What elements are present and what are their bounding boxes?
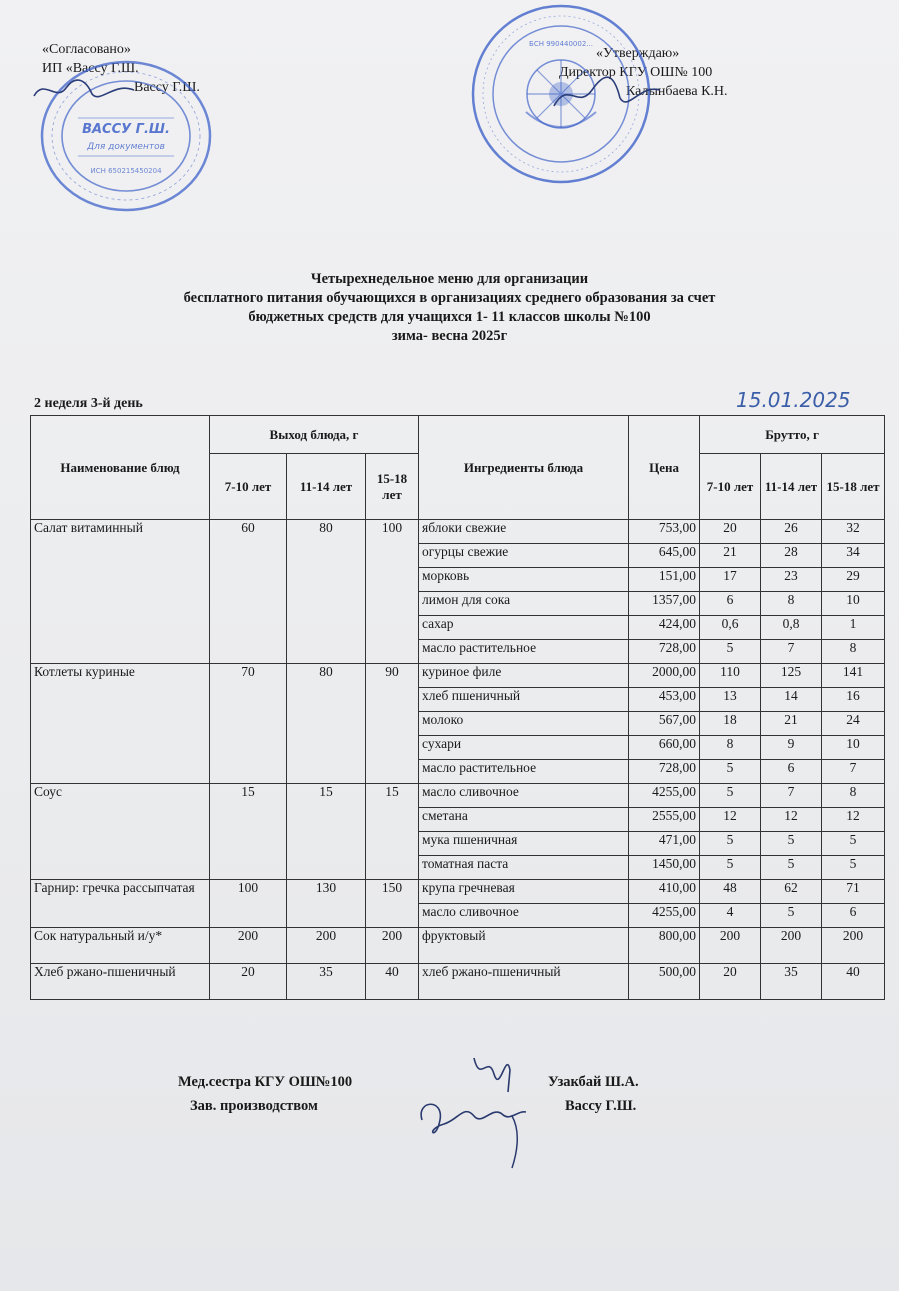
ingredient-brutto-age2: 21: [761, 712, 822, 736]
ingredient-brutto-age3: 1: [822, 616, 885, 640]
ingredient-price: 800,00: [629, 928, 700, 964]
handwritten-date: 15.01.2025: [736, 388, 851, 412]
ingredient-price: 1450,00: [629, 856, 700, 880]
ingredient-brutto-age3: 8: [822, 640, 885, 664]
ingredient-brutto-age2: 35: [761, 964, 822, 1000]
document-title: [0, 270, 899, 346]
ingredient-brutto-age2: 7: [761, 784, 822, 808]
ingredient-price: 753,00: [629, 520, 700, 544]
header-dish: Наименование блюд: [31, 416, 210, 520]
ingredient-brutto-age2: 12: [761, 808, 822, 832]
ingredient-name: морковь: [419, 568, 629, 592]
ingredient-name: огурцы свежие: [419, 544, 629, 568]
ingredient-name: сахар: [419, 616, 629, 640]
footer-manager-name: Вассу Г.Ш.: [565, 1098, 637, 1114]
ingredient-brutto-age3: 10: [822, 592, 885, 616]
ingredient-brutto-age1: 17: [700, 568, 761, 592]
ingredient-brutto-age2: 6: [761, 760, 822, 784]
ingredient-brutto-age1: 12: [700, 808, 761, 832]
ingredient-brutto-age1: 200: [700, 928, 761, 964]
ingredient-brutto-age1: 8: [700, 736, 761, 760]
ingredient-brutto-age3: 24: [822, 712, 885, 736]
ingredient-brutto-age3: 34: [822, 544, 885, 568]
header-brutto-age1: 7-10 лет: [700, 454, 761, 520]
ingredient-name: масло сливочное: [419, 904, 629, 928]
ingredient-brutto-age3: 6: [822, 904, 885, 928]
approval-left-line3: Вассу Г.Ш.: [134, 80, 200, 95]
title-line3: бюджетных средств для учащихся 1- 11 классов школы №100: [248, 309, 651, 325]
ingredient-price: 2000,00: [629, 664, 700, 688]
ingredient-brutto-age1: 13: [700, 688, 761, 712]
header-ingredients: Ингредиенты блюда: [419, 416, 629, 520]
header-brutto: Брутто, г: [700, 416, 885, 454]
dish-yield-age3: 100: [366, 520, 419, 664]
title-line4: зима- весна 2025г: [391, 328, 508, 344]
ingredient-price: 4255,00: [629, 904, 700, 928]
table-row: [31, 928, 885, 964]
table-row: [31, 784, 885, 808]
stamp-left-number: ИСН 650215450204: [90, 167, 162, 175]
ingredient-brutto-age1: 6: [700, 592, 761, 616]
approval-right-line2: Директор КГУ ОШ№ 100: [559, 65, 713, 80]
ingredient-price: 151,00: [629, 568, 700, 592]
ingredient-brutto-age3: 7: [822, 760, 885, 784]
signature-nurse-icon: [466, 1044, 526, 1096]
dish-yield-age3: 90: [366, 664, 419, 784]
ingredient-brutto-age2: 125: [761, 664, 822, 688]
ingredient-name: масло растительное: [419, 640, 629, 664]
dish-yield-age2: 130: [287, 880, 366, 928]
ingredient-brutto-age1: 21: [700, 544, 761, 568]
ingredient-brutto-age3: 10: [822, 736, 885, 760]
title-line2: бесплатного питания обучающихся в организациях среднего образования за счет: [183, 290, 716, 306]
signature-manager-icon: [414, 1090, 544, 1174]
dish-yield-age2: 35: [287, 964, 366, 1000]
dish-yield-age3: 150: [366, 880, 419, 928]
dish-yield-age3: 40: [366, 964, 419, 1000]
header-price: Цена: [629, 416, 700, 520]
ingredient-brutto-age3: 40: [822, 964, 885, 1000]
ingredient-brutto-age2: 26: [761, 520, 822, 544]
dish-yield-age1: 15: [210, 784, 287, 880]
footer-nurse-name: Узакбай Ш.А.: [548, 1074, 639, 1090]
ingredient-brutto-age2: 5: [761, 832, 822, 856]
approval-right-line1: «Утверждаю»: [596, 46, 680, 61]
ingredient-brutto-age3: 8: [822, 784, 885, 808]
ingredient-price: 567,00: [629, 712, 700, 736]
stamp-left-name: ВАССУ Г.Ш.: [82, 122, 170, 137]
dish-yield-age2: 80: [287, 664, 366, 784]
approval-left-line2: ИП «Вассу Г.Ш.: [42, 61, 139, 76]
dish-yield-age1: 20: [210, 964, 287, 1000]
ingredient-brutto-age1: 5: [700, 760, 761, 784]
ingredient-brutto-age2: 200: [761, 928, 822, 964]
ingredient-brutto-age1: 20: [700, 964, 761, 1000]
dish-yield-age2: 200: [287, 928, 366, 964]
table-row: [31, 520, 885, 544]
ingredient-brutto-age1: 48: [700, 880, 761, 904]
ingredient-brutto-age1: 4: [700, 904, 761, 928]
dish-name: Салат витаминный: [31, 520, 210, 664]
ingredient-brutto-age1: 20: [700, 520, 761, 544]
dish-yield-age1: 200: [210, 928, 287, 964]
dish-yield-age3: 200: [366, 928, 419, 964]
ingredient-brutto-age2: 5: [761, 856, 822, 880]
dish-name: Котлеты куриные: [31, 664, 210, 784]
stamp-left-sub: Для документов: [87, 142, 165, 152]
dish-name: Сок натуральный и/у*: [31, 928, 210, 964]
ingredient-brutto-age3: 71: [822, 880, 885, 904]
ingredient-name: томатная паста: [419, 856, 629, 880]
ingredient-name: сметана: [419, 808, 629, 832]
table-row: [31, 964, 885, 1000]
ingredient-brutto-age2: 7: [761, 640, 822, 664]
ingredient-name: хлеб пшеничный: [419, 688, 629, 712]
header-brutto-age2: 11-14 лет: [761, 454, 822, 520]
dish-yield-age1: 100: [210, 880, 287, 928]
ingredient-brutto-age1: 110: [700, 664, 761, 688]
ingredient-brutto-age3: 5: [822, 832, 885, 856]
menu-table-body: [31, 520, 885, 1000]
dish-name: Соус: [31, 784, 210, 880]
ingredient-brutto-age2: 23: [761, 568, 822, 592]
title-line1: Четырехнедельное меню для организации: [310, 271, 589, 287]
ingredient-name: сухари: [419, 736, 629, 760]
ingredient-brutto-age3: 29: [822, 568, 885, 592]
footer-nurse-role: Мед.сестра КГУ ОШ№100: [178, 1074, 353, 1090]
ingredient-name: молоко: [419, 712, 629, 736]
ingredient-name: мука пшеничная: [419, 832, 629, 856]
ingredient-price: 453,00: [629, 688, 700, 712]
ingredient-brutto-age1: 18: [700, 712, 761, 736]
dish-yield-age1: 70: [210, 664, 287, 784]
ingredient-brutto-age1: 0,6: [700, 616, 761, 640]
table-row: [31, 664, 885, 688]
ingredient-brutto-age2: 9: [761, 736, 822, 760]
header-yield: Выход блюда, г: [210, 416, 419, 454]
ingredient-price: 4255,00: [629, 784, 700, 808]
ingredient-price: 1357,00: [629, 592, 700, 616]
ingredient-name: лимон для сока: [419, 592, 629, 616]
ingredient-name: хлеб ржано-пшеничный: [419, 964, 629, 1000]
dish-yield-age2: 15: [287, 784, 366, 880]
ingredient-brutto-age2: 8: [761, 592, 822, 616]
header-yield-age3: 15-18 лет: [366, 454, 419, 520]
ingredient-price: 645,00: [629, 544, 700, 568]
ingredient-price: 471,00: [629, 832, 700, 856]
dish-yield-age2: 80: [287, 520, 366, 664]
ingredient-brutto-age3: 32: [822, 520, 885, 544]
ingredient-brutto-age2: 28: [761, 544, 822, 568]
header-yield-age2: 11-14 лет: [287, 454, 366, 520]
ingredient-brutto-age1: 5: [700, 856, 761, 880]
signature-left-icon: [30, 72, 140, 112]
table-row: [31, 880, 885, 904]
week-day-label: 2 неделя 3-й день: [34, 396, 143, 411]
ingredient-brutto-age3: 200: [822, 928, 885, 964]
ingredient-price: 660,00: [629, 736, 700, 760]
ingredient-price: 728,00: [629, 760, 700, 784]
header-yield-age1: 7-10 лет: [210, 454, 287, 520]
ingredient-brutto-age3: 5: [822, 856, 885, 880]
dish-name: Гарнир: гречка рассыпчатая: [31, 880, 210, 928]
ingredient-brutto-age2: 62: [761, 880, 822, 904]
menu-table: [30, 415, 885, 1000]
ingredient-name: масло сливочное: [419, 784, 629, 808]
ingredient-price: 2555,00: [629, 808, 700, 832]
approval-right-line3: Калынбаева К.Н.: [626, 84, 728, 99]
stamp-right-number: БСН 990440002...: [529, 40, 593, 48]
dish-yield-age3: 15: [366, 784, 419, 880]
ingredient-brutto-age3: 12: [822, 808, 885, 832]
ingredient-brutto-age2: 14: [761, 688, 822, 712]
ingredient-brutto-age1: 5: [700, 784, 761, 808]
ingredient-price: 500,00: [629, 964, 700, 1000]
approval-left-line1: «Согласовано»: [42, 42, 131, 57]
ingredient-brutto-age3: 141: [822, 664, 885, 688]
ingredient-brutto-age2: 5: [761, 904, 822, 928]
ingredient-name: крупа гречневая: [419, 880, 629, 904]
ingredient-name: куриное филе: [419, 664, 629, 688]
footer-manager-role: Зав. производством: [190, 1098, 318, 1114]
ingredient-brutto-age2: 0,8: [761, 616, 822, 640]
ingredient-price: 410,00: [629, 880, 700, 904]
dish-name: Хлеб ржано-пшеничный: [31, 964, 210, 1000]
ingredient-name: фруктовый: [419, 928, 629, 964]
signature-right-icon: [548, 70, 668, 116]
ingredient-brutto-age3: 16: [822, 688, 885, 712]
ingredient-price: 728,00: [629, 640, 700, 664]
ingredient-name: масло растительное: [419, 760, 629, 784]
ingredient-name: яблоки свежие: [419, 520, 629, 544]
header-brutto-age3: 15-18 лет: [822, 454, 885, 520]
ingredient-price: 424,00: [629, 616, 700, 640]
dish-yield-age1: 60: [210, 520, 287, 664]
ingredient-brutto-age1: 5: [700, 832, 761, 856]
ingredient-brutto-age1: 5: [700, 640, 761, 664]
